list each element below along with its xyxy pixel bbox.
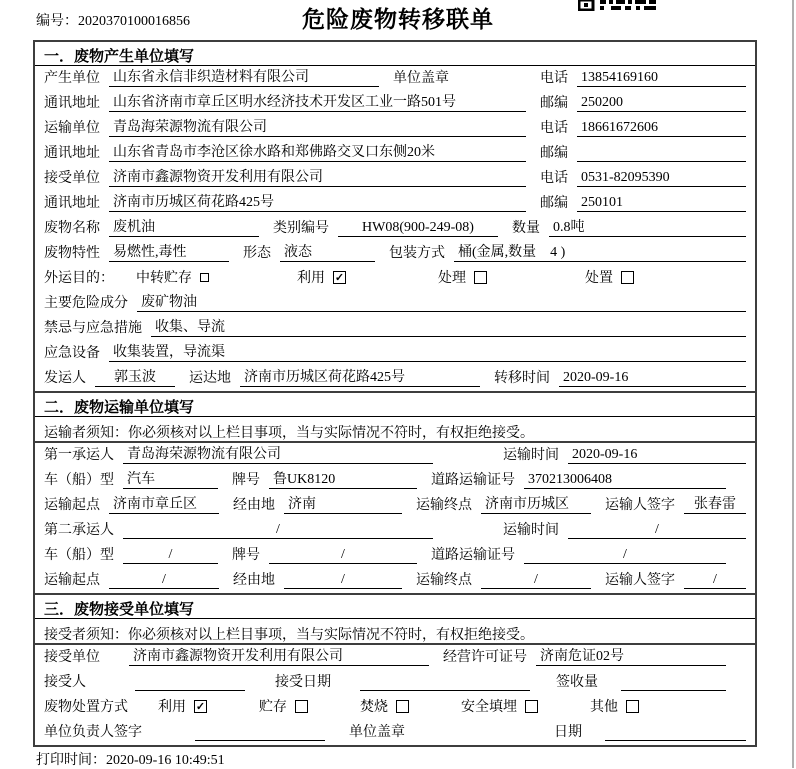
carrier-signature-value: 张春雷 (684, 493, 746, 514)
row-receiver (35, 166, 755, 191)
phone-label: 电话 (540, 71, 568, 86)
row-transfer-purpose (35, 266, 755, 291)
shipper-label: 发运人 (44, 371, 86, 386)
terminus-label: 运输终点 (416, 498, 472, 513)
first-carrier-value: 青岛海荣源物流有限公司 (123, 443, 433, 464)
carrier-signature-value: / (684, 572, 746, 589)
terminus-value: 济南市历城区 (481, 493, 591, 514)
row-waste-traits (35, 241, 755, 266)
document-number-label: 编号： (36, 14, 78, 29)
date-label: 日期 (554, 725, 582, 740)
vehicle-type-value: / (123, 547, 218, 564)
section-receiver-header: 三．废物接受单位填写 (35, 595, 755, 619)
signed-quantity-value (621, 674, 726, 691)
second-carrier-label: 第二承运人 (44, 523, 114, 538)
packaging-label: 包装方式 (389, 246, 445, 261)
destination-value: 济南市历城区荷花路425号 (240, 366, 480, 387)
transporter-value: 青岛海荣源物流有限公司 (109, 116, 526, 137)
checkbox-label: 利用 (297, 271, 325, 286)
print-time-label: 打印时间： (36, 753, 106, 768)
row-first-route (35, 493, 755, 518)
transporter-phone-value: 18661672606 (577, 120, 746, 137)
disposal-option-incinerate (360, 696, 409, 716)
transport-time-value: / (568, 522, 746, 539)
transporter-notice: 运输者须知：你必须核对以上栏目事项，当与实际情况不符时，有权拒绝接受。 (35, 417, 755, 443)
document-number-value: 2020370100016856 (78, 14, 190, 29)
producer-value: 山东省永信非织造材料有限公司 (109, 66, 379, 87)
checkbox-label: 中转贮存 (136, 271, 192, 286)
row-accepting-unit (35, 645, 755, 670)
traits-value: 易燃性,毒性 (109, 241, 229, 262)
disposal-option-store (259, 696, 308, 716)
checkbox-label: 处理 (438, 271, 466, 286)
purpose-label: 外运目的： (44, 271, 114, 286)
unit-seal-label: 单位盖章 (393, 71, 449, 86)
waste-name-value: 废机油 (109, 216, 259, 237)
carrier-signature-label: 运输人签字 (605, 498, 675, 513)
purpose-option-dispose (585, 267, 634, 287)
plate-label: 牌号 (232, 473, 260, 488)
signed-quantity-label: 签收量 (556, 675, 598, 690)
checkbox-icon (295, 700, 308, 713)
disposal-option-landfill (461, 696, 538, 716)
hazard-value: 废矿物油 (137, 291, 746, 312)
checkbox-label: 焚烧 (360, 700, 388, 715)
row-emergency-measures (35, 316, 755, 341)
plate-value: / (269, 547, 417, 564)
responsible-signature-value (195, 724, 325, 741)
origin-value: / (109, 572, 219, 589)
carrier-signature-label: 运输人签字 (605, 573, 675, 588)
checkbox-icon (621, 271, 634, 284)
receiver-label: 接受单位 (44, 171, 100, 186)
acceptor-value (135, 674, 245, 691)
row-producer-address (35, 91, 755, 116)
page-title: 危险废物转移联单 (302, 6, 494, 32)
origin-label: 运输起点 (44, 573, 100, 588)
terminus-label: 运输终点 (416, 573, 472, 588)
row-second-vehicle (35, 543, 755, 568)
phone-label: 电话 (540, 121, 568, 136)
road-permit-label: 道路运输证号 (431, 548, 515, 563)
row-first-vehicle (35, 468, 755, 493)
transport-time-label: 运输时间 (503, 523, 559, 538)
row-responsible-signature (35, 720, 755, 745)
plate-label: 牌号 (232, 548, 260, 563)
accept-date-value (360, 674, 530, 691)
disposal-method-label: 废物处置方式 (44, 700, 128, 715)
responsible-signature-label: 单位负责人签字 (44, 725, 142, 740)
zip-label: 邮编 (540, 146, 568, 161)
checkbox-label: 利用 (158, 700, 186, 715)
packaging-value: 桶(金属,数量 4 ) (454, 241, 746, 262)
row-second-carrier (35, 518, 755, 543)
emergency-measures-value: 收集、导流 (151, 316, 746, 337)
transfer-time-label: 转移时间 (494, 371, 550, 386)
purpose-option-storage (136, 267, 209, 287)
accepting-unit-label: 接受单位 (44, 650, 100, 665)
print-time (36, 749, 225, 769)
page-edge-divider (792, 0, 794, 768)
section-transporter-header: 二．废物运输单位填写 (35, 393, 755, 417)
receiver-phone-value: 0531-82095390 (577, 170, 746, 187)
zip-label: 邮编 (540, 196, 568, 211)
license-value: 济南危证02号 (536, 645, 726, 666)
shipper-value: 郭玉波 (95, 366, 175, 387)
row-acceptance (35, 670, 755, 695)
disposal-option-other (590, 696, 639, 716)
via-value: 济南 (284, 493, 402, 514)
checkbox-label: 安全填埋 (461, 700, 517, 715)
checkbox-icon (525, 700, 538, 713)
row-producer (35, 66, 755, 91)
license-label: 经营许可证号 (443, 650, 527, 665)
row-dispatch (35, 366, 755, 391)
checkbox-label: 贮存 (259, 700, 287, 715)
row-first-carrier (35, 443, 755, 468)
acceptor-label: 接受人 (44, 675, 86, 690)
producer-phone-value: 13854169160 (577, 70, 746, 87)
second-carrier-value: / (123, 522, 433, 539)
row-receiver-address (35, 191, 755, 216)
qr-code-icon (578, 0, 658, 11)
emergency-equipment-value: 收集装置，导流渠 (109, 341, 746, 362)
purpose-option-treat (438, 267, 487, 287)
receiver-address-value: 济南市历城区荷花路425号 (109, 191, 526, 212)
disposal-option-utilize (158, 696, 207, 716)
row-hazard-components (35, 291, 755, 316)
category-label: 类别编号 (273, 221, 329, 236)
row-waste-name (35, 216, 755, 241)
phone-label: 电话 (540, 171, 568, 186)
form-label: 形态 (243, 246, 271, 261)
emergency-equipment-label: 应急设备 (44, 346, 100, 361)
plate-value: 鲁UK8120 (269, 468, 417, 489)
row-transporter (35, 116, 755, 141)
date-value (605, 724, 746, 741)
producer-zip-value: 250200 (577, 95, 746, 112)
road-permit-value: 370213006408 (524, 472, 726, 489)
section-transporter (35, 391, 755, 593)
address-label: 通讯地址 (44, 196, 100, 211)
checkbox-icon (626, 700, 639, 713)
vehicle-type-label: 车（船）型 (44, 548, 114, 563)
accept-date-label: 接受日期 (275, 675, 331, 690)
transporter-label: 运输单位 (44, 121, 100, 136)
row-disposal-method (35, 695, 755, 720)
checkbox-icon (474, 271, 487, 284)
category-value: HW08(900-249-08) (338, 220, 498, 237)
manifest-form (33, 40, 757, 747)
transporter-zip-value (577, 145, 746, 162)
receiver-notice: 接受者须知：你必须核对以上栏目事项，当与实际情况不符时，有权拒绝接受。 (35, 619, 755, 645)
vehicle-type-value: 汽车 (123, 468, 218, 489)
producer-address-value: 山东省济南市章丘区明水经济技术开发区工业一路501号 (109, 91, 526, 112)
via-label: 经由地 (233, 573, 275, 588)
via-value: / (284, 572, 402, 589)
row-transporter-address (35, 141, 755, 166)
origin-value: 济南市章丘区 (109, 493, 219, 514)
row-emergency-equipment (35, 341, 755, 366)
vehicle-type-label: 车（船）型 (44, 473, 114, 488)
transfer-time-value: 2020-09-16 (559, 370, 746, 387)
zip-label: 邮编 (540, 96, 568, 111)
via-label: 经由地 (233, 498, 275, 513)
checkbox-label: 其他 (590, 700, 618, 715)
first-carrier-label: 第一承运人 (44, 448, 114, 463)
section-receiver (35, 593, 755, 745)
emergency-measures-label: 禁忌与应急措施 (44, 321, 142, 336)
address-label: 通讯地址 (44, 146, 100, 161)
address-label: 通讯地址 (44, 96, 100, 111)
destination-label: 运达地 (189, 371, 231, 386)
transport-time-label: 运输时间 (503, 448, 559, 463)
transporter-address-value: 山东省青岛市李沧区徐水路和郑佛路交叉口东侧20米 (109, 141, 526, 162)
accepting-unit-value: 济南市鑫源物资开发利用有限公司 (129, 645, 429, 666)
receiver-value: 济南市鑫源物资开发利用有限公司 (109, 166, 526, 187)
road-permit-value: / (524, 547, 726, 564)
terminus-value: / (481, 572, 591, 589)
form-value: 液态 (280, 241, 375, 262)
section-producer-header: 一．废物产生单位填写 (35, 42, 755, 66)
traits-label: 废物特性 (44, 246, 100, 261)
receiver-zip-value: 250101 (577, 195, 746, 212)
hazard-label: 主要危险成分 (44, 296, 128, 311)
purpose-option-utilize (297, 267, 346, 287)
print-time-value: 2020-09-16 10:49:51 (106, 753, 225, 768)
unit-seal-label: 单位盖章 (349, 725, 405, 740)
road-permit-label: 道路运输证号 (431, 473, 515, 488)
row-second-route (35, 568, 755, 593)
origin-label: 运输起点 (44, 498, 100, 513)
checkbox-checked-icon: ✓ (334, 271, 345, 284)
section-producer (35, 42, 755, 391)
checkbox-label: 处置 (585, 271, 613, 286)
waste-name-label: 废物名称 (44, 221, 100, 236)
quantity-label: 数量 (512, 221, 540, 236)
checkbox-icon (396, 700, 409, 713)
checkbox-icon (200, 273, 209, 282)
quantity-value: 0.8吨 (549, 216, 746, 237)
producer-label: 产生单位 (44, 71, 100, 86)
checkbox-checked-icon: ✓ (195, 700, 206, 713)
transport-time-value: 2020-09-16 (568, 447, 746, 464)
